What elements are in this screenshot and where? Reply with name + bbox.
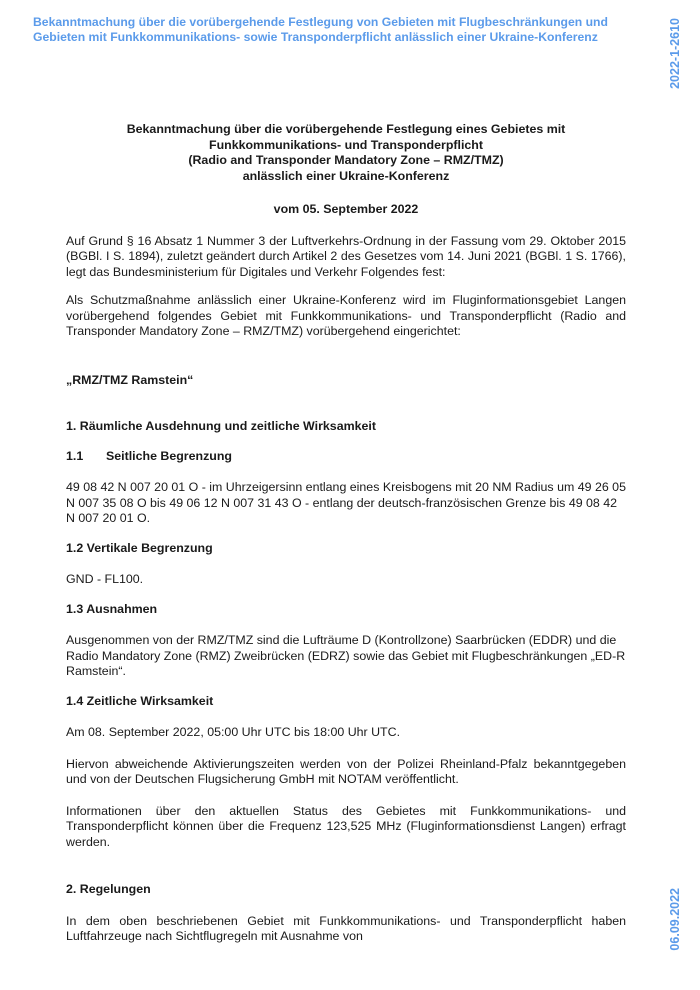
section-1-4-heading: 1.4 Zeitliche Wirksamkeit (66, 693, 214, 708)
document-title (66, 122, 626, 184)
section-1-4-text: Am 08. September 2022, 05:00 Uhr UTC bis 18:00 Uhr UTC. (66, 725, 401, 739)
side-date: 06.09.2022 (668, 888, 682, 951)
section-1-3-text: Ausgenommen von der RMZ/TMZ sind die Lufträume D (Kontrollzone) Saarbrücken (EDDR) und die Radio Mandatory Zone (RMZ) Zweibrücken (EDRZ) sowie das Gebiet mit Flugbeschränkungen „ED-R Ramstein“. (66, 633, 626, 678)
section-2-text: In dem oben beschriebenen Gebiet mit Funkkommunikations- und Transponderpflicht haben Luftfahrzeuge nach Sichtflugregeln mit Ausnahme von (66, 913, 626, 943)
section-1-1-heading (66, 449, 626, 465)
section-1-1-title: Seitliche Begrenzung (106, 448, 232, 463)
section-1-1-number: 1.1 (66, 448, 84, 463)
title-line-3: (Radio and Transponder Mandatory Zone – RMZ/TMZ) (188, 153, 504, 167)
section-1-2-heading: 1.2 Vertikale Begrenzung (66, 540, 213, 555)
intro-paragraph: Auf Grund § 16 Absatz 1 Nummer 3 der Luftverkehrs-Ordnung in der Fassung vom 29. Oktober 2015 (BGBl. I S. 1894), zuletzt geändert durch Artikel 2 des Gesetzes vom 14. Juni 2021 (BGBl. 1 S. 1766), legt das Bundesministerium für Digitales und Verkehr Folgendes fest: (66, 233, 626, 279)
zone-name: „RMZ/TMZ Ramstein“ (66, 372, 194, 387)
title-line-1: Bekanntmachung über die vorübergehende Festlegung eines Gebietes mit (126, 122, 566, 136)
title-line-2: Funkkommunikations- und Transponderpflicht (209, 137, 483, 152)
measure-paragraph: Als Schutzmaßnahme anlässlich einer Ukraine-Konferenz wird im Fluginformationsgebiet Langen vorübergehend folgendes Gebiet mit Funkkommunikations- und Transponderpflicht (Radio and Transponder Mandatory Zone – RMZ/TMZ) vorübergehend eingerichtet: (66, 293, 626, 338)
section-1-1-text: 49 08 42 N 007 20 01 O - im Uhrzeigersinn entlang eines Kreisbogens mit 20 NM Radius um 49 26 05 N 007 35 08 O bis 49 06 12 N 007 31 43 O - entlang der deutsch-französischen Grenze bis 49 08 42 N 007 20 01 O. (66, 480, 626, 525)
section-2-heading: 2. Regelungen (66, 882, 151, 896)
title-line-4: anlässlich einer Ukraine-Konferenz (242, 168, 450, 183)
document-body (66, 122, 626, 945)
section-1-3-heading: 1.3 Ausnahmen (66, 601, 158, 616)
section-1-4-deviation: Hiervon abweichende Aktivierungszeiten werden von der Polizei Rheinland-Pfalz bekanntgegeben und von der Deutschen Flugsicherung GmbH mit NOTAM veröffentlicht. (66, 756, 626, 786)
document-date: vom 05. September 2022 (273, 202, 419, 216)
side-reference-number: 2022-1-2610 (668, 18, 682, 89)
section-1-2-text: GND - FL100. (66, 572, 144, 586)
section-1-heading: 1. Räumliche Ausdehnung und zeitliche Wirksamkeit (66, 419, 376, 433)
section-1-4-info: Informationen über den aktuellen Status des Gebietes mit Funkkommunikations- und Transponderpflicht können über die Frequenz 123,525 MHz (Fluginformationsdienst Langen) erfragt werden. (66, 803, 626, 849)
document-banner: Bekanntmachung über die vorübergehende Festlegung von Gebieten mit Flugbeschränkungen und Gebieten mit Funkkommunikations- sowie Transponderpflicht anlässlich einer Ukraine-Konferenz (33, 15, 608, 44)
